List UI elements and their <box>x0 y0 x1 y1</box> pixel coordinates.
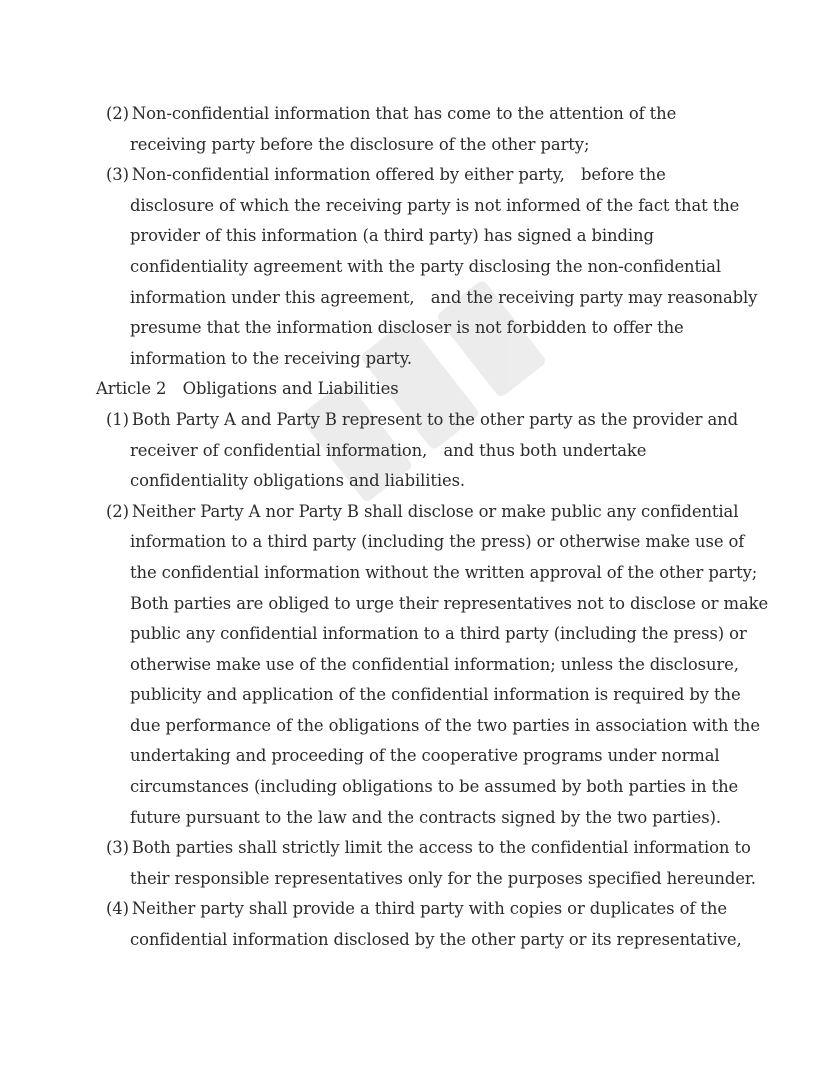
clause-text: Non-confidential information that has come to the attention of the <box>131 104 677 123</box>
clause-marker: (3) <box>106 838 129 858</box>
clause-line: circumstances (including obligations to be assumed by both parties in the <box>130 777 739 797</box>
clause-line: future pursuant to the law and the contracts signed by the two parties). <box>130 807 721 827</box>
clause-line <box>96 833 751 864</box>
document-body <box>96 99 769 956</box>
article-clause-4 <box>96 894 746 955</box>
clause-line: information to a third party (including the press) or otherwise make use of <box>130 532 745 552</box>
clause-line: undertaking and proceeding of the cooperative programs under normal <box>130 746 720 766</box>
article-heading: Article 2 Obligations and Liabilities <box>96 379 399 399</box>
clause-marker: (4) <box>106 899 129 919</box>
clause-line: Both parties are obliged to urge their representatives not to disclose or make <box>130 593 769 613</box>
clause-line: otherwise make use of the confidential information; unless the disclosure, <box>130 654 739 674</box>
clause-line: provider of this information (a third party) has signed a binding <box>130 226 654 246</box>
clause-line: information to the receiving party. <box>130 348 412 368</box>
article-clause-1 <box>96 405 746 497</box>
article-clause-3 <box>96 833 756 894</box>
clause-line: confidential information disclosed by the other party or its representative, <box>130 930 742 950</box>
clause-line: confidentiality agreement with the party disclosing the non-confidential <box>130 256 721 276</box>
clause-line: the confidential information without the written approval of the other party; <box>130 562 758 582</box>
article-clause-2 <box>96 497 769 834</box>
clause-line <box>96 99 746 130</box>
clause-line: due performance of the obligations of the two parties in association with the <box>130 715 760 735</box>
clause-line: receiver of confidential information, and thus both undertake <box>130 440 647 460</box>
clause-2 <box>96 99 746 160</box>
clause-line <box>96 160 746 191</box>
clause-line <box>96 497 746 528</box>
clause-text: Neither party shall provide a third party with copies or duplicates of the <box>131 899 727 919</box>
clause-marker: (1) <box>106 409 129 429</box>
clause-marker: (2) <box>106 501 129 521</box>
clause-3 <box>96 160 758 374</box>
clause-marker: (3) <box>106 165 129 185</box>
clause-line: presume that the information discloser is not forbidden to offer the <box>130 318 684 338</box>
clause-line: publicity and application of the confidential information is required by the <box>130 685 741 705</box>
clause-line: confidentiality obligations and liabilities. <box>130 471 466 491</box>
clause-line: public any confidential information to a third party (including the press) or <box>130 624 747 644</box>
clause-text: Non-confidential information offered by either party, before the <box>131 165 666 185</box>
clause-text: Both parties shall strictly limit the access to the confidential information to <box>131 838 751 858</box>
clause-marker: (2) <box>106 104 129 123</box>
clause-line: their responsible representatives only for the purposes specified hereunder. <box>130 868 756 888</box>
clause-line <box>96 894 746 925</box>
clause-line: disclosure of which the receiving party is not informed of the fact that the <box>130 195 740 215</box>
clause-text: Both Party A and Party B represent to the other party as the provider and <box>131 409 738 429</box>
clause-line: receiving party before the disclosure of the other party; <box>130 134 590 154</box>
clause-text: Neither Party A nor Party B shall disclose or make public any confidential <box>131 501 739 521</box>
clause-line: information under this agreement, and the receiving party may reasonably <box>130 287 758 307</box>
clause-line <box>96 405 746 436</box>
